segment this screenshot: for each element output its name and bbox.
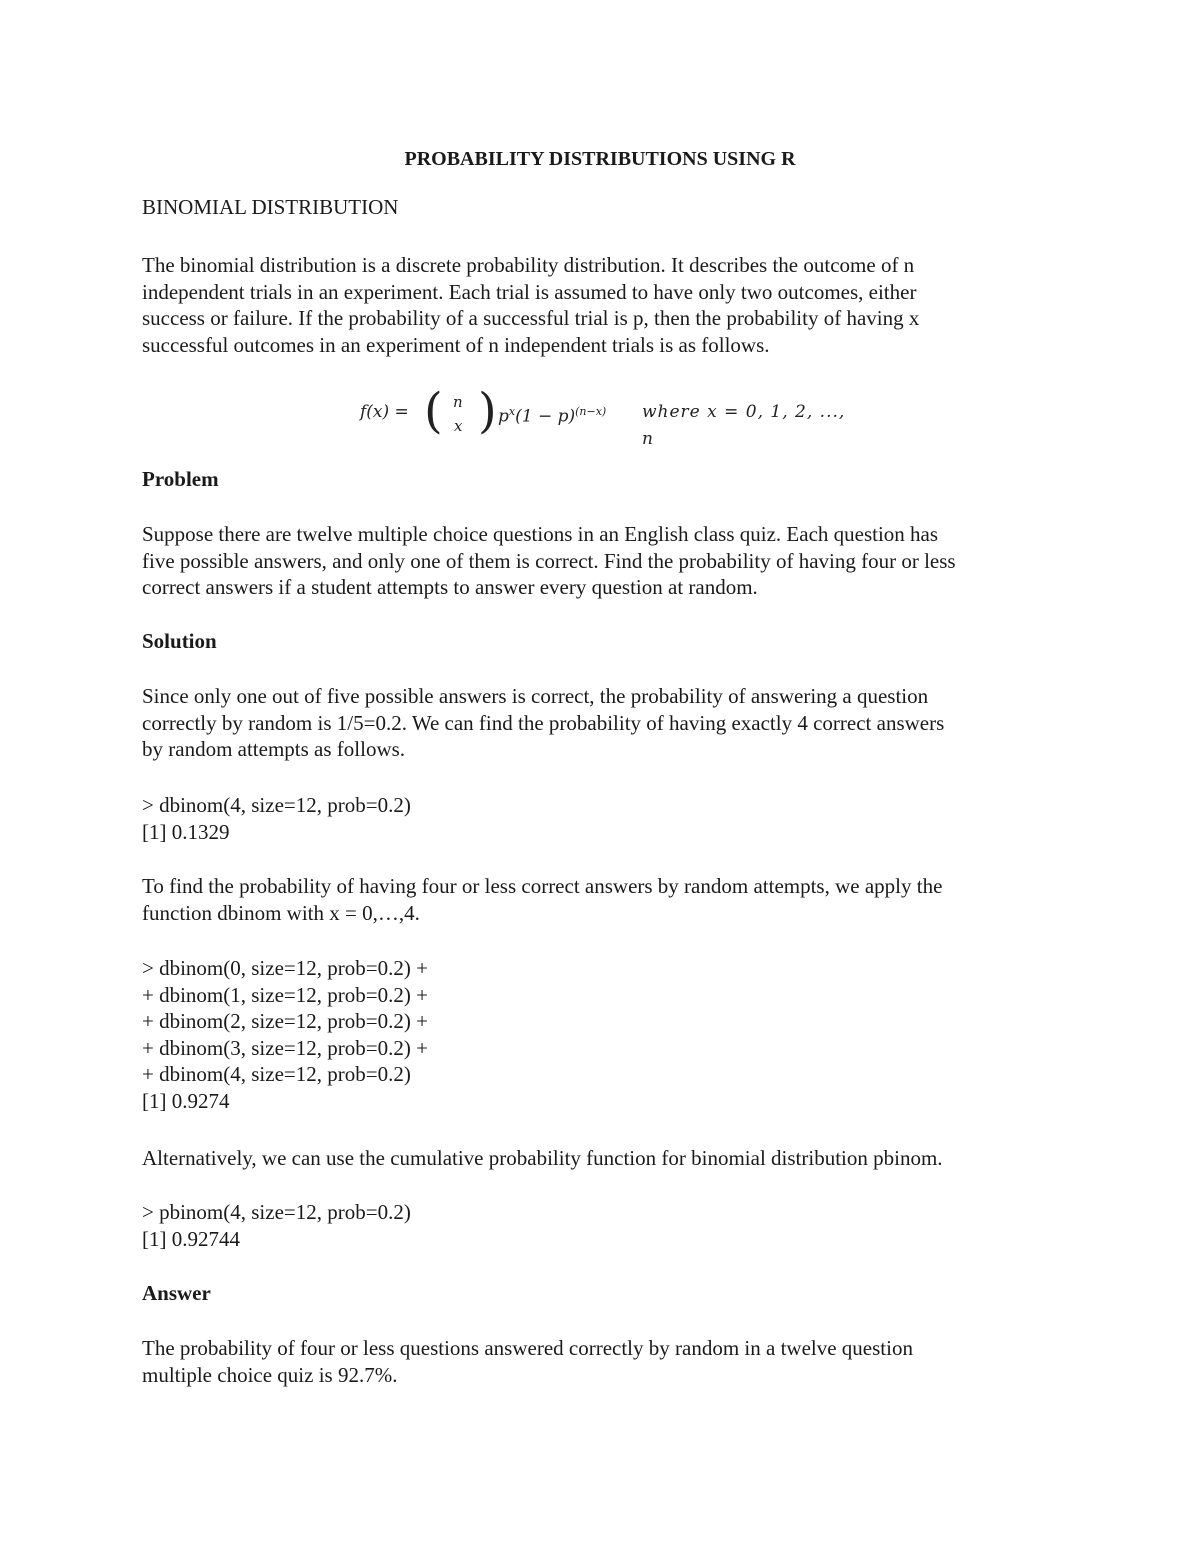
code-block-dbinom-sum [142, 955, 1072, 1114]
code-line: + dbinom(2, size=12, prob=0.2) + [142, 1009, 428, 1033]
intro-line: success or failure. If the probability of a successful trial is p, then the probability of having x [142, 306, 920, 330]
code-block-pbinom [142, 1199, 1072, 1252]
binom-top: n [453, 393, 463, 411]
solution-paragraph [142, 683, 1072, 763]
code-block-dbinom [142, 792, 1072, 845]
solution-line: Since only one out of five possible answers is correct, the probability of answering a question [142, 684, 929, 708]
formula-exp2: (n−x) [575, 405, 607, 418]
formula-where: where x = 0, 1, 2, ..., n [642, 402, 846, 449]
code-output: [1] 0.9274 [142, 1088, 230, 1113]
problem-heading-text: Problem [142, 467, 219, 491]
answer-paragraph [142, 1335, 1072, 1388]
problem-line: five possible answers, and only one of them is correct. Find the probability of having four or less [142, 548, 956, 573]
document-title: PROBABILITY DISTRIBUTIONS USING R [404, 148, 796, 170]
formula-lhs: f(x) = [360, 402, 409, 422]
intro-line: independent trials in an experiment. Each trial is assumed to have only two outcomes, either [142, 279, 917, 304]
answer-heading [142, 1280, 1072, 1307]
problem-line: correct answers if a student attempts to answer every question at random. [142, 575, 758, 599]
code-line: + dbinom(4, size=12, prob=0.2) [142, 1062, 411, 1086]
formula-rhs [498, 399, 606, 430]
problem-line: Suppose there are twelve multiple choice questions in an English class quiz. Each question has [142, 522, 939, 546]
dbinom-sum-paragraph [142, 873, 1072, 926]
answer-line: multiple choice quiz is 92.7%. [142, 1362, 398, 1387]
pbinom-paragraph [142, 1145, 1072, 1172]
section-heading-text: BINOMIAL DISTRIBUTION [142, 195, 399, 219]
code-line: + dbinom(3, size=12, prob=0.2) + [142, 1035, 428, 1060]
binom-left-paren: ( [424, 383, 443, 439]
code-line: + dbinom(1, size=12, prob=0.2) + [142, 982, 428, 1007]
code-output: [1] 0.1329 [142, 819, 230, 844]
code-line: > dbinom(4, size=12, prob=0.2) [142, 793, 411, 817]
code-output: [1] 0.92744 [142, 1226, 240, 1251]
binom-bottom: x [454, 417, 463, 435]
paragraph-line: Alternatively, we can use the cumulative probability function for binomial distribution pbinom. [142, 1146, 943, 1170]
solution-line: by random attempts as follows. [142, 737, 406, 761]
solution-heading-text: Solution [142, 629, 217, 653]
intro-line: The binomial distribution is a discrete probability distribution. It describes the outcome of n [142, 253, 915, 277]
problem-heading [142, 466, 1072, 493]
formula-mid: (1 − p) [515, 406, 576, 427]
answer-heading-text: Answer [142, 1281, 211, 1305]
section-heading [142, 194, 1072, 221]
formula-base: p [498, 406, 509, 427]
binom-right-paren: ) [478, 383, 497, 439]
answer-line: The probability of four or less questions answered correctly by random in a twelve question [142, 1336, 913, 1360]
code-line: > pbinom(4, size=12, prob=0.2) [142, 1200, 411, 1224]
intro-paragraph [142, 252, 1072, 358]
paragraph-line: function dbinom with x = 0,…,4. [142, 900, 420, 925]
formula-exp1: x [508, 405, 516, 418]
binomial-formula [360, 383, 860, 449]
paragraph-line: To find the probability of having four or less correct answers by random attempts, we apply the [142, 874, 943, 898]
solution-heading [142, 628, 1072, 655]
code-line: > dbinom(0, size=12, prob=0.2) + [142, 956, 428, 980]
problem-paragraph [142, 521, 1072, 601]
intro-line: successful outcomes in an experiment of n independent trials is as follows. [142, 332, 770, 357]
solution-line: correctly by random is 1/5=0.2. We can find the probability of having exactly 4 correct answers [142, 710, 945, 735]
